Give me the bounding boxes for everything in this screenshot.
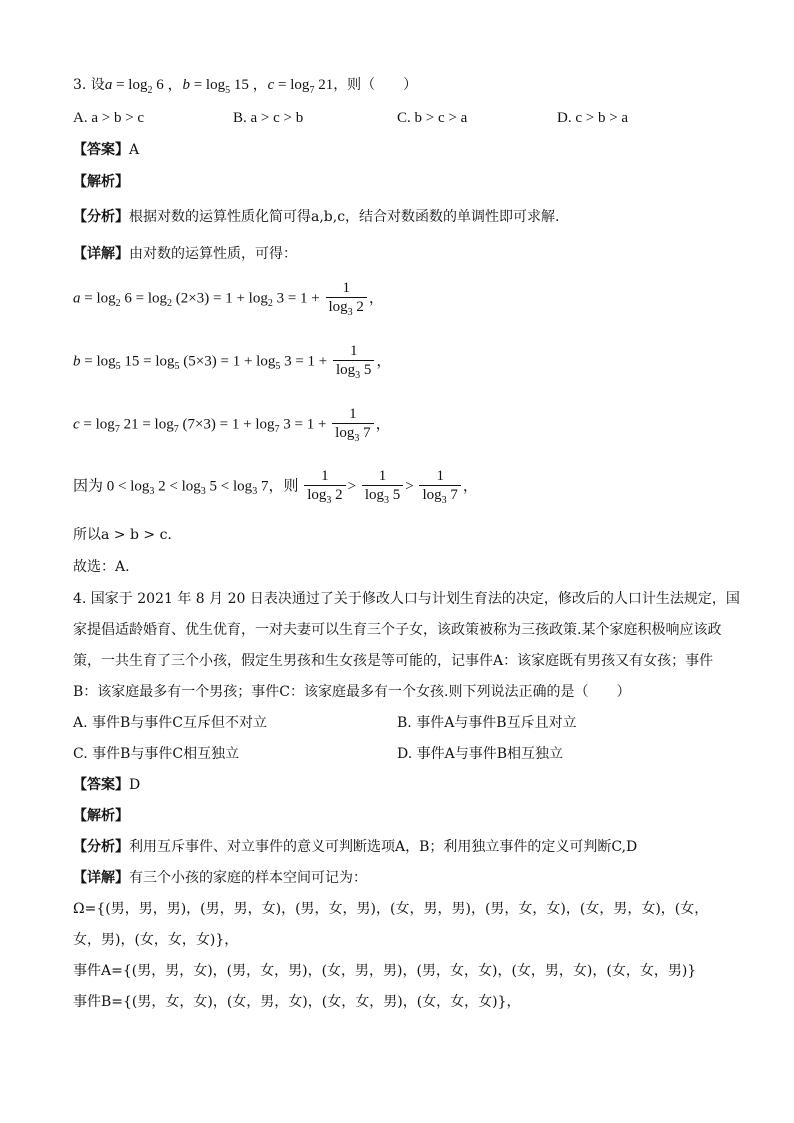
q4-fenxi: 【分析】利用互斥事件、对立事件的意义可判断选项A，B；利用独立事件的定义可判断C,D bbox=[73, 839, 638, 855]
q4-stem-line3: 策，一共生育了三个小孩，假定生男孩和生女孩是等可能的，记事件A：该家庭既有男孩又有女孩；事件 bbox=[73, 653, 714, 669]
q4-stem-line4: B：该家庭最多有一个男孩；事件C：该家庭最多有一个女孩.则下列说法正确的是（ ） bbox=[73, 684, 631, 700]
q3-analysis-heading: 【解析】 bbox=[73, 174, 129, 190]
q3-option-c: C. b > c > a bbox=[397, 110, 468, 126]
q4-sample-space-line2: 女，男)，(女，女，女)}， bbox=[73, 932, 239, 948]
q4-analysis-heading: 【解析】 bbox=[73, 808, 129, 824]
q3-option-a: A. a > b > c bbox=[73, 110, 145, 126]
fraction: $\frac{1}{\log_3 7}$ bbox=[419, 468, 460, 506]
q4-sample-space-line1: Ω={(男，男，男)，(男，男，女)，(男，女，男)，(女，男，男)，(男，女，女)，(女，男，女)，(女， bbox=[73, 901, 709, 917]
q4-xiangjie: 【详解】有三个小孩的家庭的样本空间可记为： bbox=[73, 870, 367, 886]
q3-stem: 3. 设$a = \log_2 6$ ，$b = \log_5 15$ ，$c = \log_7 21$，则（ ） bbox=[73, 77, 418, 96]
q4-event-a: 事件A={(男，男，女)，(男，女，男)，(女，男，男)，(男，女，女)，(女，男，女)，(女，女，男)} bbox=[73, 963, 697, 979]
q4-stem-line2: 家提倡适龄婚育、优生优育，一对夫妻可以生育三个子女，该政策被称为三孩政策.某个家庭积极响应该政 bbox=[73, 622, 722, 638]
q4-option-a: A. 事件B与事件C互斥但不对立 bbox=[73, 715, 268, 731]
fraction: $\frac{1}{\log_3 5}$ bbox=[362, 468, 403, 506]
q3-xiangjie: 【详解】由对数的运算性质，可得： bbox=[73, 246, 297, 262]
q3-option-d: D. c > b > a bbox=[557, 110, 629, 126]
q3-therefore: 所以a > b > c. bbox=[73, 527, 172, 543]
fraction: $\frac{1}{\log_3 2}$ bbox=[326, 280, 367, 318]
q4-option-d: D. 事件A与事件B相互独立 bbox=[397, 746, 564, 762]
q3-fenxi: 【分析】根据对数的运算性质化简可得a,b,c，结合对数函数的单调性即可求解. bbox=[73, 209, 560, 225]
q3-eq-c: $c = \log_7 21 = \log_7 (7\times 3) = 1 + \log_7 3 = 1$ + $\frac{1}{\log_3 7}$ ， bbox=[73, 406, 391, 444]
q4-event-b: 事件B={(男，女，女)，(女，男，女)，(女，女，男)，(女，女，女)}， bbox=[73, 994, 521, 1010]
q3-choose: 故选：A. bbox=[73, 559, 130, 575]
q3-answer: 【答案】A bbox=[73, 142, 140, 158]
fraction: $\frac{1}{\log_3 2}$ bbox=[304, 468, 345, 506]
q4-option-c: C. 事件B与事件C相互独立 bbox=[73, 746, 240, 762]
fraction: $\frac{1}{\log_3 5}$ bbox=[333, 343, 374, 381]
q3-eq-a: $a = \log_2 6 = \log_2 (2\times 3) = 1 + \log_2 3 = 1$ + $\frac{1}{\log_3 2}$ ， bbox=[73, 280, 384, 318]
q3-abc-defs: $a = \log_2 6$ ，$b = \log_5 15$ ，$c = \log_7 21$ bbox=[104, 77, 334, 96]
q3-option-b: B. a > c > b bbox=[233, 110, 304, 126]
q3-eq-b: $b = \log_5 15 = \log_5 (5\times 3) = 1 + \log_5 3 = 1$ + $\frac{1}{\log_3 5}$ ， bbox=[73, 343, 392, 381]
q3-because: 因为 $0 < \log_3 2 < \log_3 5 < \log_3 7$，则 $\frac{1}{\log_3 2}$ > $\frac{1}{\log_3 5}$ > $\frac{1}{\log_3 7}$ ， bbox=[73, 468, 478, 506]
q4-answer: 【答案】D bbox=[73, 777, 141, 793]
fraction: $\frac{1}{\log_3 7}$ bbox=[332, 406, 373, 444]
q4-option-b: B. 事件A与事件B互斥且对立 bbox=[397, 715, 577, 731]
q4-stem-line1: 4. 国家于 2021 年 8 月 20 日表决通过了关于修改人口与计划生育法的决定，修改后的人口计生法规定，国 bbox=[73, 591, 740, 607]
